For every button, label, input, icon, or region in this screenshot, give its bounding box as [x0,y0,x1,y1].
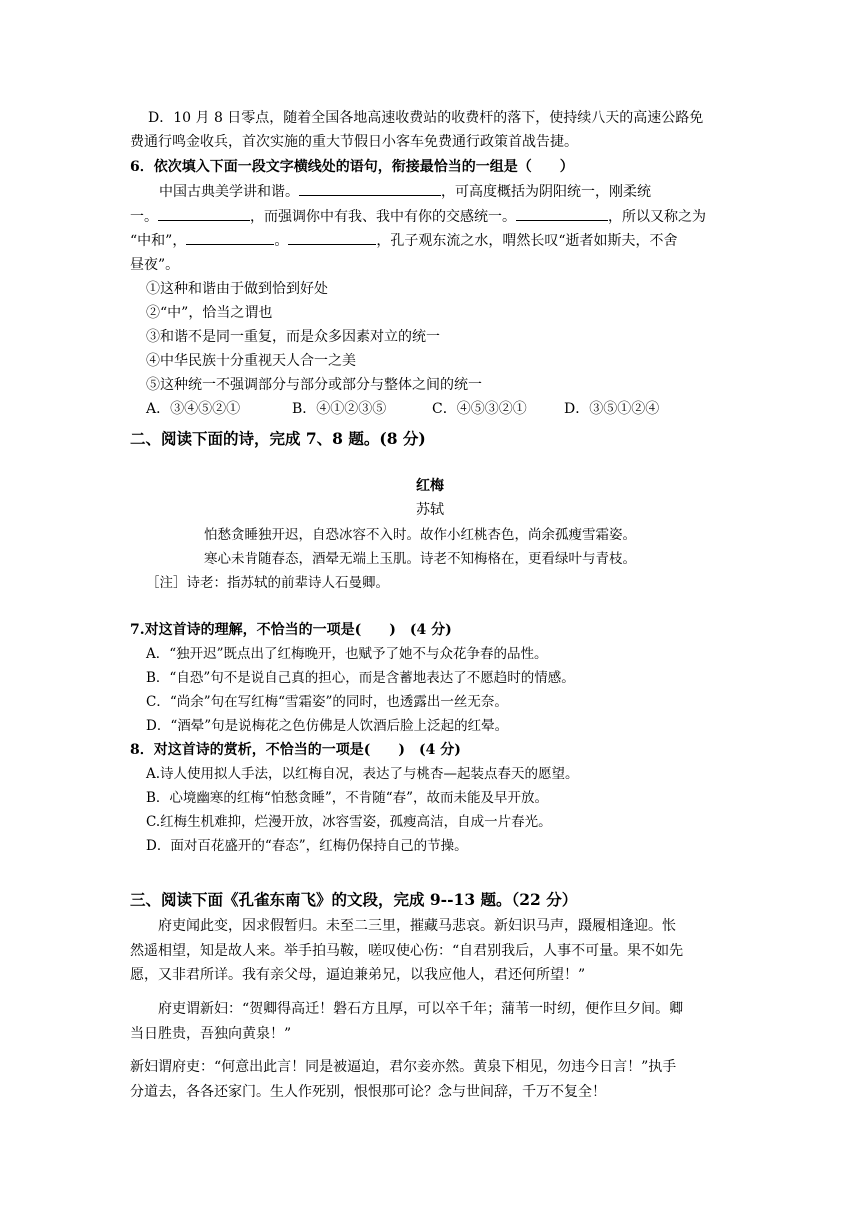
q6-item: ⑤这种统一不强调部分与部分或部分与整体之间的统一 [146,377,482,393]
q8-option: D．面对百花盛开的“春态”，红梅仍保持自己的节操。 [146,838,468,854]
q6-item: ④中华民族十分重视天人合一之美 [146,353,356,369]
poem-note: ［注］诗老：指苏轼的前辈诗人石曼卿。 [146,575,389,591]
question-8-stem: 8．对这首诗的赏析，不恰当的一项是( ) (4 分) [130,742,461,758]
poem-title: 红梅 [416,478,444,494]
q6-item: ①这种和谐由于做到恰到好处 [146,281,328,297]
q7-option: D．“酒晕”句是说梅花之色仿佛是人饮酒后脸上泛起的红晕。 [146,718,509,734]
q8-option: C.红梅生机难抑，烂漫开放，冰容雪姿，孤瘦高洁，自成一片春光。 [146,814,552,830]
q8-option: B．心境幽寒的红梅“怕愁贪睡”，不肯随“春”，故而未能及早开放。 [146,790,549,806]
section-3-heading: 三、阅读下面《孔雀东南飞》的文段，完成 9--13 题。（22 分） [130,890,578,909]
passage-text-line: 分道去，各各还家门。生人作死别，恨恨那可论？念与世间辞，千万不复全！ [130,1084,606,1100]
passage-text-line: 愿，又非君所详。我有亲父母，逼迫兼弟兄，以我应他人，君还何所望！” [130,967,586,983]
q6-item: ②“中”，恰当之谓也 [146,305,273,321]
passage-line-2: 一。 ，而强调你中有我、我中有你的交感统一。 ，所以又称之为 [130,209,706,225]
q7-option: C．“尚余”句在写红梅“雪霜姿”的同时，也透露出一丝无奈。 [146,694,508,710]
blank-5 [288,231,376,245]
section-2-heading: 二、阅读下面的诗，完成 7、8 题。(8 分) [130,429,426,448]
poem-author: 苏轼 [416,502,444,518]
option-d-line1: D．10 月 8 日零点，随着全国各地高速收费站的收费杆的落下，使持续八天的高速公路免 [148,110,704,126]
blank-1 [299,182,441,196]
passage-text-line: 然遥相望，知是故人来。举手拍马鞍，嗟叹使心伤：“自君别我后，人事不可量。果不如先 [130,943,684,959]
poem-line-2: 寒心未肯随春态，酒晕无端上玉肌。诗老不知梅格在，更看绿叶与青枝。 [204,551,636,567]
q7-option: B．“自恐”句不是说自己真的担心，而是含蓄地表达了不愿趋时的情感。 [146,670,575,686]
q8-option: A.诗人使用拟人手法，以红梅自况，表达了与桃杏—起装点春天的愿望。 [146,766,579,782]
passage-line-3: “中和”， 。 ，孔子观东流之水，喟然长叹“逝者如斯夫，不舍 [130,233,678,249]
q6-item: ③和谐不是同一重复，而是众多因素对立的统一 [146,329,440,345]
q6-option-d: D．③⑤①②④ [564,401,660,417]
q6-option-c: C．④⑤③②① [432,401,527,417]
q6-option-a: A．③④⑤②① [146,401,241,417]
poem-line-1: 怕愁贪睡独开迟，自恐冰容不入时。故作小红桃杏色，尚余孤瘦雪霜姿。 [204,527,636,543]
option-d-line2: 费通行鸣金收兵，首次实施的重大节假日小客车免费通行政策首战告捷。 [130,134,578,150]
passage-line-4: 昼夜”。 [130,257,180,273]
q6-option-b: B．④①②③⑤ [292,401,387,417]
q7-option: A．“独开迟”既点出了红梅晚开，也赋予了她不与众花争春的品性。 [146,646,548,662]
passage-text-line: 当日胜贵，吾独向黄泉！” [130,1026,292,1042]
blank-2 [158,207,250,221]
blank-3 [516,207,608,221]
question-7-stem: 7.对这首诗的理解，不恰当的一项是( ) (4 分) [130,622,452,638]
passage-line-1: 中国古典美学讲和谐。 ，可高度概括为阴阳统一，刚柔统 [159,184,651,200]
blank-4 [186,231,274,245]
passage-text-line: 府吏闻此变，因求假暂归。未至二三里，摧藏马悲哀。新妇识马声，蹑履相逢迎。怅 [158,918,676,934]
passage-text-line: 府吏谓新妇：“贺卿得高迁！磐石方且厚，可以卒千年；蒲苇一时纫，便作旦夕间。卿 [158,1001,684,1017]
question-6-stem: 6．依次填入下面一段文字横线处的语句，衔接最恰当的一组是（ ） [130,159,574,175]
passage-text-line: 新妇谓府吏：“何意出此言！同是被逼迫，君尔妾亦然。黄泉下相见，勿违今日言！”执手 [130,1059,677,1075]
